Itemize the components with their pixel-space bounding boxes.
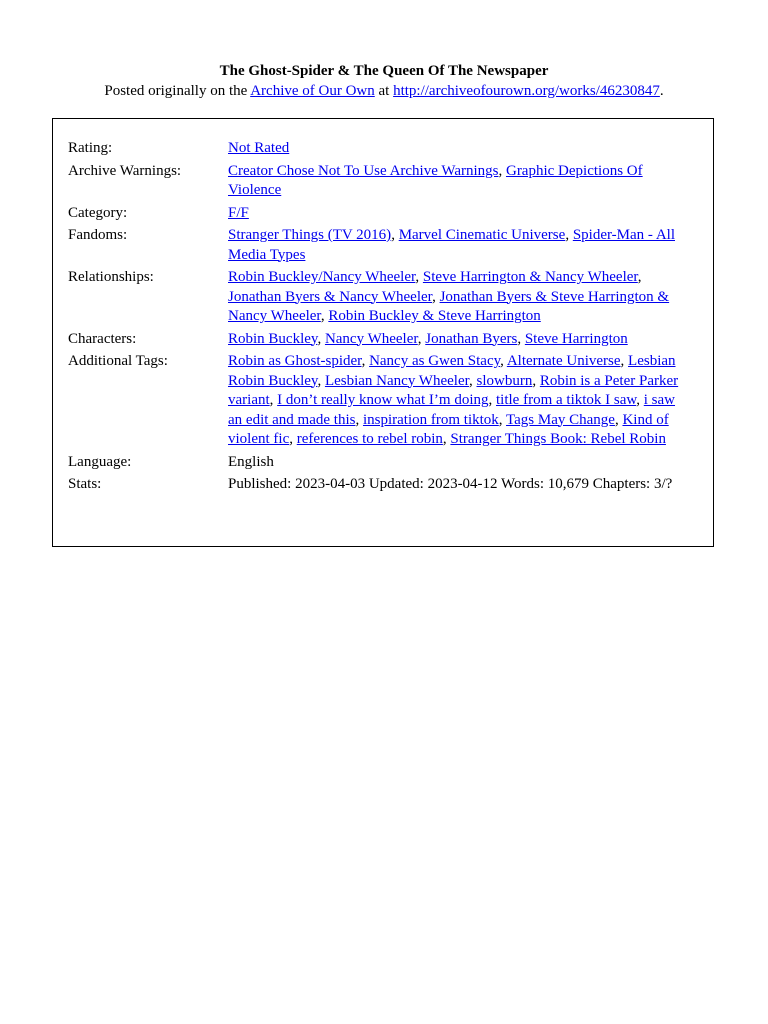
rating-row (68, 139, 688, 162)
stats-label: Stats: (68, 476, 102, 492)
fandom-tag-link[interactable]: Spider-Man - All Media Types (228, 227, 675, 263)
tag-separator: , (532, 372, 540, 389)
characters-row (68, 330, 688, 353)
character-tag-link[interactable]: Jonathan Byers (425, 330, 518, 347)
additional-tag-link[interactable]: i saw an edit and made this (228, 392, 676, 428)
character-tag-link[interactable]: Nancy Wheeler (324, 330, 418, 347)
relationship-tag-link[interactable]: Steve Harrington & Nancy Wheeler (422, 269, 638, 285)
additional-tag-link[interactable]: Nancy as Gwen Stacy (369, 353, 501, 369)
warning-tag-link[interactable]: Creator Chose Not To Use Archive Warnings (228, 162, 499, 179)
tag-separator: , (320, 308, 329, 324)
tag-separator: , (432, 288, 440, 305)
work-title: The Ghost-Spider & The Queen Of The Newspaper (219, 63, 549, 79)
characters-label: Characters: (68, 330, 137, 347)
tag-separator: , (517, 330, 525, 347)
tag-separator: , (361, 353, 370, 369)
additional-tags-row (68, 352, 688, 453)
additional-tag-link[interactable]: Lesbian Robin Buckley (228, 353, 676, 389)
additional-tag-link[interactable]: Lesbian Nancy Wheeler (324, 372, 469, 389)
language-value: English (228, 453, 274, 470)
tag-separator: , (469, 372, 477, 389)
additional-tag-link[interactable]: inspiration from tiktok (362, 411, 499, 428)
additional-tag-link[interactable]: Tags May Change (506, 411, 615, 428)
posted-line (0, 82, 768, 101)
tag-separator: , (269, 392, 278, 408)
additional-tag-link[interactable]: Alternate Universe (506, 353, 621, 369)
additional-tag-link[interactable]: I don’t really know what I’m doing (277, 392, 489, 408)
category-row (68, 204, 688, 227)
tag-separator: , (391, 227, 399, 243)
rating-tags (228, 139, 688, 162)
relationships-row (68, 268, 688, 330)
metadata-table (68, 139, 688, 498)
posted-suffix: . (659, 83, 664, 99)
additional-tag-link[interactable]: references to rebel robin (296, 431, 443, 447)
relationships-tags (228, 268, 688, 330)
tag-separator: , (317, 372, 325, 389)
additional-tag-link[interactable]: title from a tiktok I saw (496, 392, 637, 408)
category-label: Category: (68, 204, 128, 221)
tag-separator: , (289, 431, 297, 447)
tag-separator: , (488, 392, 497, 408)
tag-separator: , (637, 269, 642, 285)
warnings-label: Archive Warnings: (68, 162, 182, 179)
fandom-tag-link[interactable]: Stranger Things (TV 2016) (228, 227, 392, 243)
additional-tags (228, 352, 688, 453)
relationship-tag-link[interactable]: Jonathan Byers & Steve Harrington & Nancy Wheeler (228, 288, 670, 324)
rating-tag-link[interactable]: Not Rated (228, 140, 290, 156)
posted-middle: at (374, 83, 394, 99)
category-tags (228, 204, 688, 227)
archive-link[interactable]: Archive of Our Own (250, 83, 375, 99)
additional-tag-link[interactable]: Stranger Things Book: Rebel Robin (450, 431, 666, 447)
tag-separator: , (565, 227, 573, 243)
fandoms-tags (228, 226, 688, 268)
metadata-box (52, 118, 714, 547)
warning-tag-link[interactable]: Graphic Depictions Of Violence (228, 162, 643, 198)
warnings-tags (228, 162, 688, 204)
tag-separator: , (498, 411, 507, 428)
additional-tags-label: Additional Tags: (68, 353, 168, 369)
stats-row (68, 475, 688, 498)
fandoms-label: Fandoms: (68, 227, 128, 243)
additional-tag-link[interactable]: Robin as Ghost-spider (228, 353, 362, 369)
additional-tag-link[interactable]: slowburn (476, 372, 533, 389)
relationships-label: Relationships: (68, 269, 154, 285)
tag-separator: , (498, 162, 506, 179)
relationship-tag-link[interactable]: Robin Buckley & Steve Harrington (328, 308, 541, 324)
tag-separator: , (442, 431, 451, 447)
category-tag-link[interactable]: F/F (228, 204, 249, 221)
stats-value: Published: 2023-04-03 Updated: 2023-04-12 Words: 10,679 Chapters: 3/? (228, 476, 673, 492)
additional-tag-link[interactable]: Robin is a Peter Parker variant (228, 372, 679, 408)
tag-separator: , (317, 330, 325, 347)
additional-tag-link[interactable]: Kind of violent fic (228, 411, 669, 447)
work-url-link[interactable]: http://archiveofourown.org/works/46230847 (393, 83, 660, 99)
work-header (0, 62, 768, 101)
tag-separator: , (500, 353, 507, 369)
language-row (68, 453, 688, 476)
language-label: Language: (68, 453, 132, 470)
relationship-tag-link[interactable]: Jonathan Byers & Nancy Wheeler (228, 288, 433, 305)
tag-separator: , (620, 353, 629, 369)
tag-separator: , (415, 269, 423, 285)
characters-tags (228, 330, 688, 353)
character-tag-link[interactable]: Steve Harrington (524, 330, 628, 347)
fandoms-row (68, 226, 688, 268)
relationship-tag-link[interactable]: Robin Buckley/Nancy Wheeler (228, 269, 416, 285)
character-tag-link[interactable]: Robin Buckley (228, 330, 318, 347)
tag-separator: , (636, 392, 644, 408)
tag-separator: , (614, 411, 623, 428)
rating-label: Rating: (68, 140, 113, 156)
tag-separator: , (355, 411, 363, 428)
posted-prefix: Posted originally on the (104, 83, 251, 99)
fandom-tag-link[interactable]: Marvel Cinematic Universe (398, 227, 566, 243)
tag-separator: , (417, 330, 426, 347)
warnings-row (68, 162, 688, 204)
